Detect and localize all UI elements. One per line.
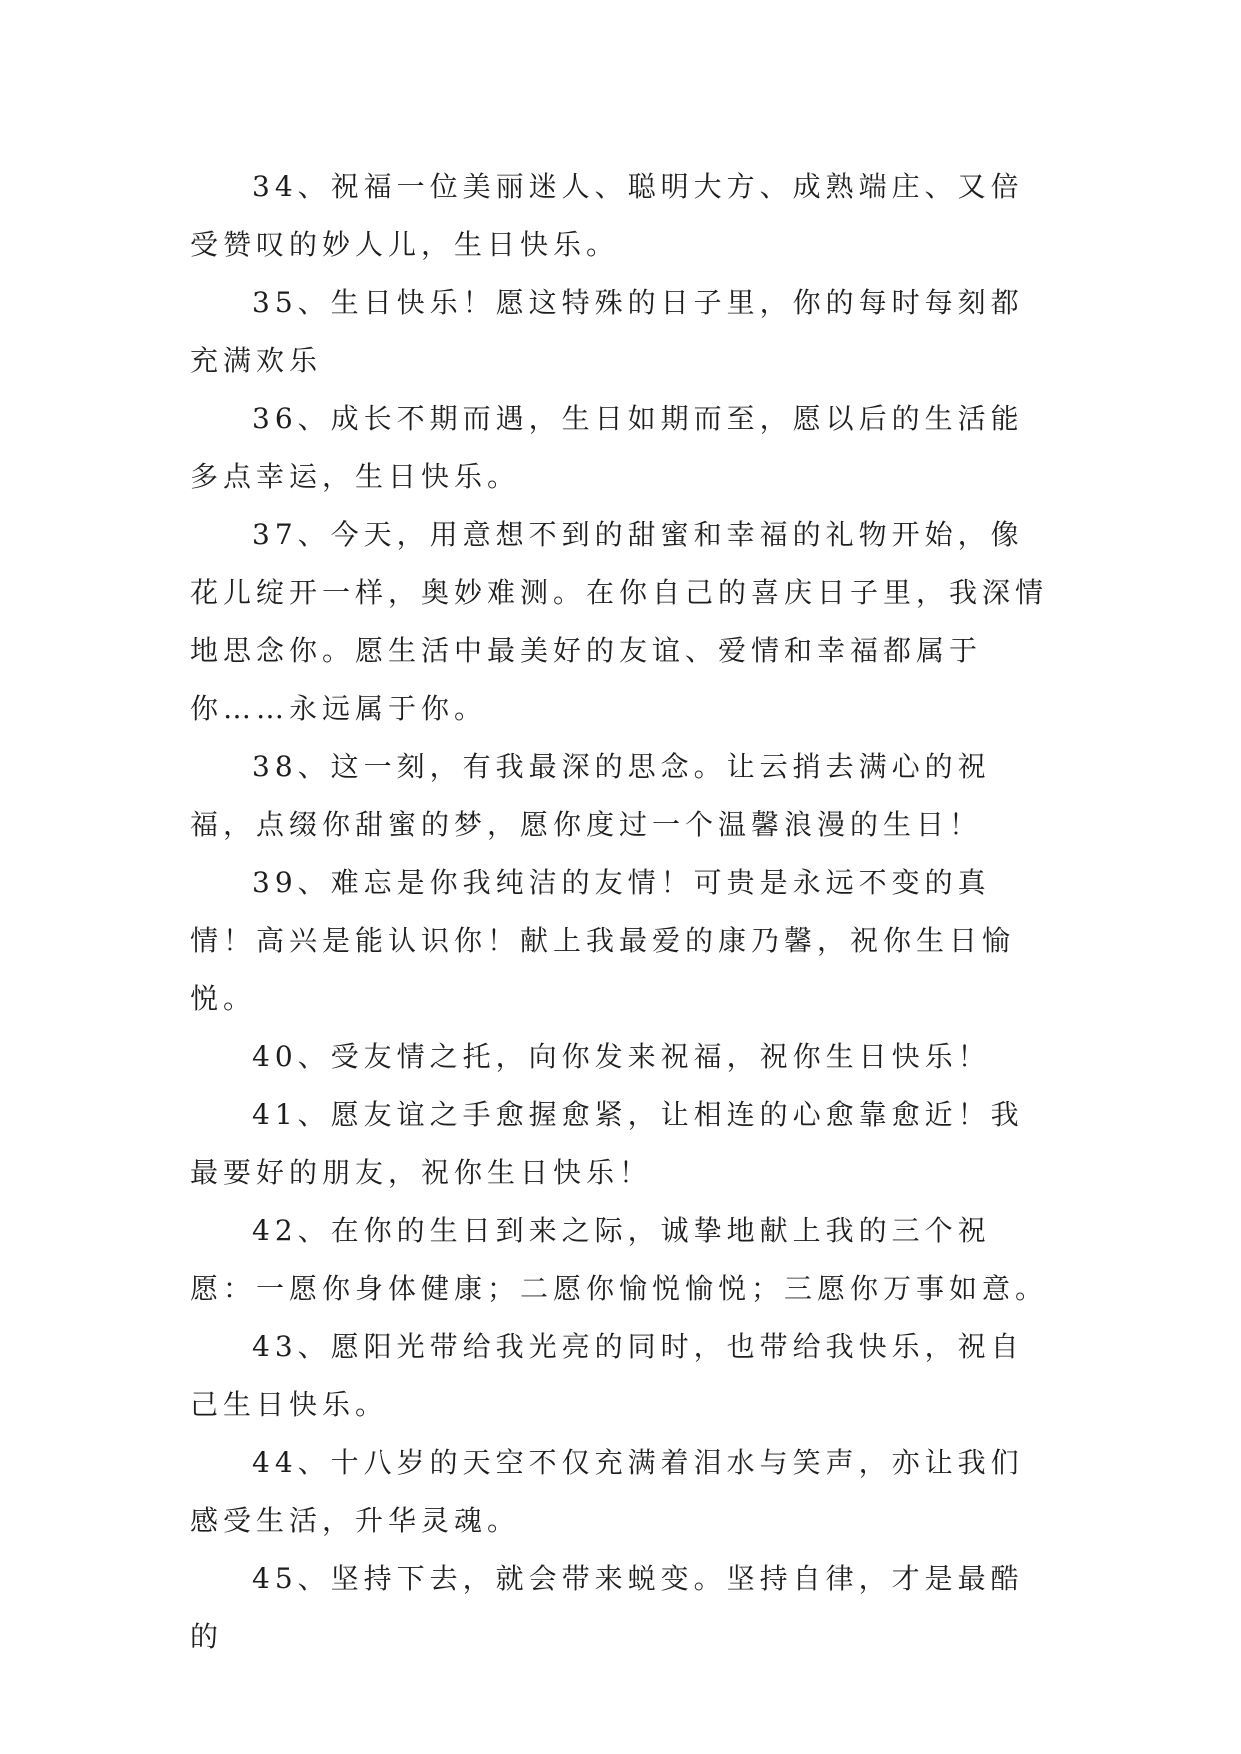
paragraph-45: 45、坚持下去，就会带来蜕变。坚持自律，才是最酷的 <box>190 1562 1024 1653</box>
paragraph-35: 35、生日快乐！愿这特殊的日子里，你的每时每刻都充满欢乐 <box>190 286 1024 377</box>
paragraph-42: 42、在你的生日到来之际，诚挚地献上我的三个祝愿：一愿你身体健康；二愿你愉悦愉悦；三愿你万事如意。 <box>190 1214 1049 1305</box>
paragraph-44: 44、十八岁的天空不仅充满着泪水与笑声，亦让我们感受生活，升华灵魂。 <box>190 1446 1024 1537</box>
paragraph-34: 34、祝福一位美丽迷人、聪明大方、成熟端庄、又倍受赞叹的妙人儿，生日快乐。 <box>190 170 1024 261</box>
paragraph-37: 37、今天，用意想不到的甜蜜和幸福的礼物开始，像花儿绽开一样，奥妙难测。在你自己的喜庆日子里，我深情地思念你。愿生活中最美好的友谊、爱情和幸福都属于你……永远属于你。 <box>190 518 1049 725</box>
paragraph-43: 43、愿阳光带给我光亮的同时，也带给我快乐，祝自己生日快乐。 <box>190 1330 1024 1421</box>
paragraph-36: 36、成长不期而遇，生日如期而至，愿以后的生活能多点幸运，生日快乐。 <box>190 402 1024 493</box>
paragraph-40: 40、受友情之托，向你发来祝福，祝你生日快乐！ <box>252 1040 991 1073</box>
document-page <box>190 158 1052 1666</box>
paragraph-41: 41、愿友谊之手愈握愈紧，让相连的心愈靠愈近！我最要好的朋友，祝你生日快乐！ <box>190 1098 1024 1189</box>
paragraph-39: 39、难忘是你我纯洁的友情！可贵是永远不变的真情！高兴是能认识你！献上我最爱的康乃馨，祝你生日愉悦。 <box>190 866 1016 1015</box>
paragraph-38: 38、这一刻，有我最深的思念。让云捎去满心的祝福，点缀你甜蜜的梦，愿你度过一个温馨浪漫的生日！ <box>190 750 991 841</box>
